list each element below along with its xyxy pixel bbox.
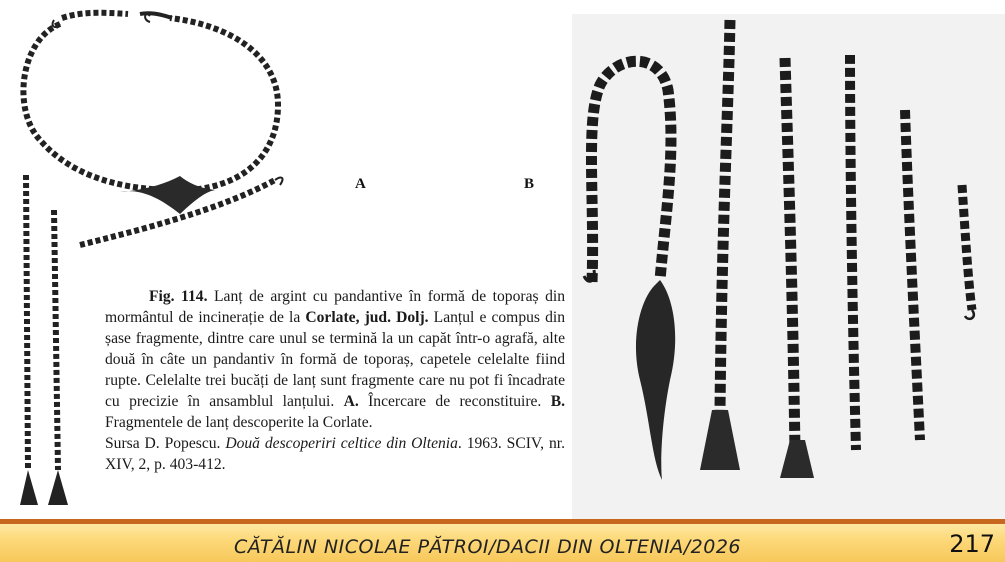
caption-part1: Lanț de argint cu pandantive în formă de toporaș din mormântul de incinerație de la — [105, 288, 565, 326]
caption-source-title: Două descoperiri celtice din Oltenia — [225, 435, 458, 452]
footer-title: CĂTĂLIN NICOLAE PĂTROI/DACII DIN OLTENIA/2026 — [234, 536, 741, 558]
caption-source — [105, 435, 565, 473]
footer — [0, 524, 1005, 562]
figure-caption — [105, 286, 565, 475]
figure-label-b: B — [524, 176, 535, 192]
caption-place: Corlate, jud. Dolj. — [305, 309, 429, 326]
caption-fig-label: Fig. 114. — [149, 288, 208, 305]
caption-body — [105, 286, 565, 433]
caption-a-label: A. — [343, 393, 359, 410]
caption-part3: Încercare de reconstituire. — [358, 393, 551, 410]
caption-part4: Fragmentele de lanț descoperite la Corlate. — [105, 414, 373, 431]
caption-part2: Lanțul e compus din șase fragmente, dintre care unul se termină la un capăt într-o agrafă, alte două în câte un pandantiv în formă de toporaș, capetele celelalte fiind rupte. Celelalte trei bucăți de lanț sunt fragmente care nu pot fi încadrate cu precizie în ansamblul lanțului. — [105, 309, 565, 410]
page-number: 217 — [949, 530, 995, 558]
caption-b-label: B. — [550, 393, 565, 410]
figure-label-a: A — [355, 176, 366, 192]
caption-source-prefix: Sursa D. Popescu. — [105, 435, 226, 452]
caption-source-suffix: . 1963. SCIV, nr. XIV, 2, p. 403-412. — [105, 435, 565, 473]
